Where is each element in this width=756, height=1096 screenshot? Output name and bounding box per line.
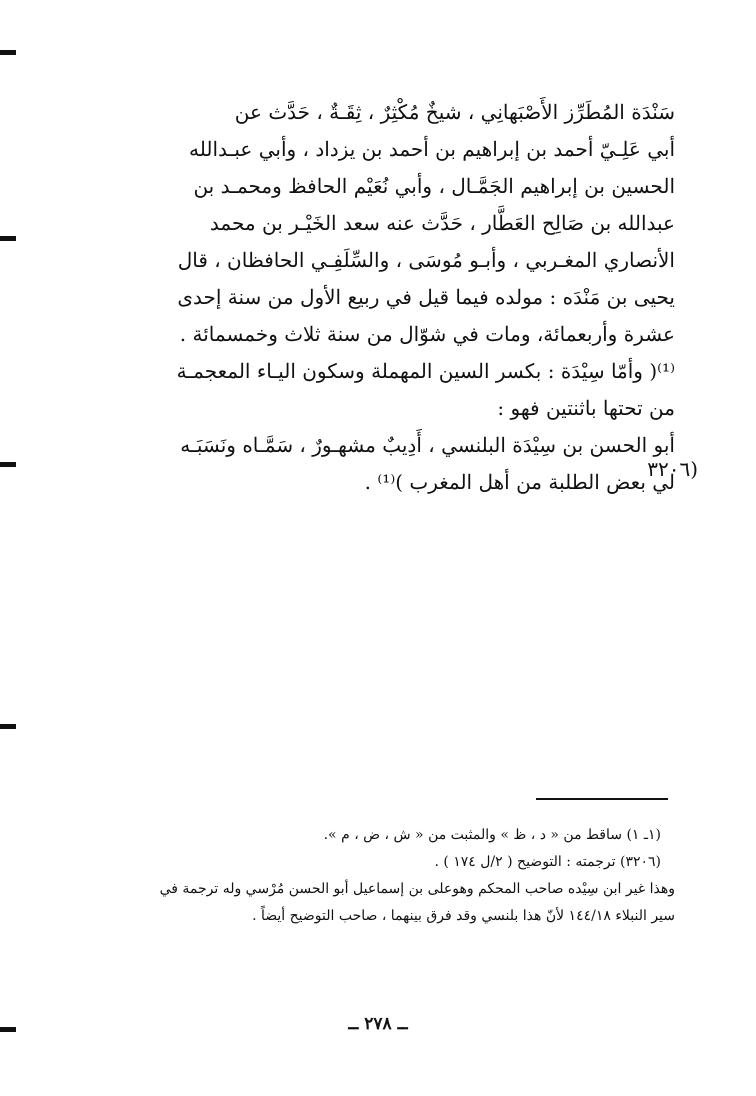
text-line: سَنْدَة المُطَرِّز الأَصْبَهانِي ، شيخٌ مُكْثِرٌ ، ثِقَـةٌ ، حَدَّث عن (234, 100, 675, 124)
margin-binding-mark (0, 50, 16, 55)
text-line: أبي عَلِـيّ أحمد بن إبراهيم بن أحمد بن يزداد ، وأبي عبـدالله (189, 137, 675, 161)
main-text-block (105, 94, 675, 501)
entry-heading-line: أبو الحسن بن سِيْدَة البلنسي ، أَدِيبٌ مشهـورٌ ، سَمَّـاه ونَسَبَـه (180, 433, 675, 457)
entry-number: (٣٢٠٦ (647, 457, 698, 481)
text-line: عبدالله بن صَالِح العَطَّار ، حَدَّث عنه سعد الخَيْـر بن محمد (209, 211, 675, 235)
margin-binding-mark (0, 236, 16, 241)
text-line: يحيى بن مَنْدَه : مولده فيما قيل في ربيع الأول من سنة إحدى (177, 285, 675, 309)
footnote-separator (536, 798, 668, 800)
margin-binding-mark (0, 462, 16, 467)
text-line: الحسين بن إبراهيم الجَمَّـال ، وأبي نُعَيْم الحافظ ومحمـد بن (193, 174, 675, 198)
footnote-line: (١ـ ١) ساقط من « د ، ظ » والمثبت من « ش ، ض ، م ». (323, 827, 661, 843)
footnotes-block (75, 822, 675, 930)
text-line: ⁽¹⁾( وأمّا سِيْدَة : بكسر السين المهملة وسكون اليـاء المعجمـة (176, 359, 675, 383)
page-number: ــ ٢٧٨ ــ (348, 1014, 408, 1034)
text-line: لي بعض الطلبة من أهل المغرب )⁽¹⁾ . (364, 470, 675, 494)
text-line: عشرة وأربعمائة، ومات في شوّال من سنة ثلاث وخمسمائة . (179, 322, 675, 346)
margin-binding-mark (0, 724, 16, 729)
footnote-line: (٣٢٠٦) ترجمته : التوضيح ( ٢/ل ١٧٤ ) . (434, 854, 661, 870)
text-line: الأنصاري المغـربي ، وأبـو مُوسَى ، والسِّلَفِـي الحافظان ، قال (177, 248, 675, 272)
footnote-line: وهذا غير ابن سِيْده صاحب المحكم وهوعلى بن إسماعيل أبو الحسن مُرْسي وله ترجمة في (159, 881, 675, 897)
text-line: من تحتها باثنتين فهو : (497, 396, 675, 420)
footnote-line: سير النبلاء ١٤٤/١٨ لأنّ هذا بلنسي وقد فرق بينهما ، صاحب التوضيح أيضاً . (252, 908, 675, 924)
